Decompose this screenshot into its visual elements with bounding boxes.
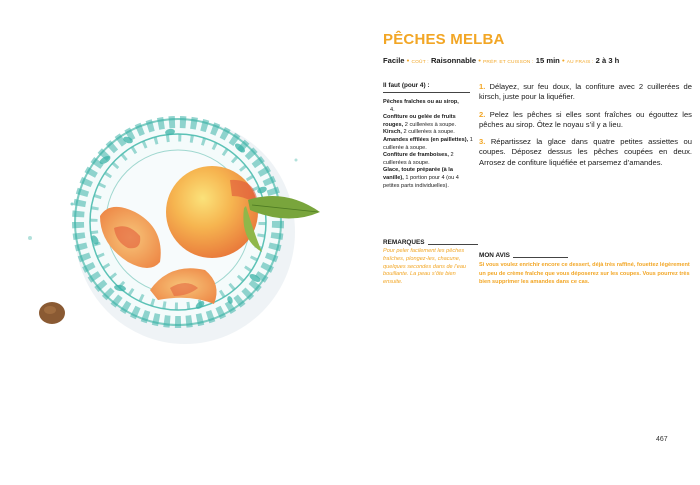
- heading-rule: [428, 244, 478, 245]
- ingredient-item: Confiture ou gelée de fruits rouges, 2 cuillerées à soupe.: [383, 114, 457, 128]
- steps-list: [479, 82, 692, 175]
- fridge-label: AU FRAIS :: [566, 60, 594, 65]
- step-item: 2. Pelez les pêches si elles sont fraîches ou égouttez les pêches au sirop. Ôtez le noyau s’il y a lieu.: [479, 109, 692, 129]
- ingredient-item: Amandes effilées (en paillettes), 1 cuillerée à soupe.: [383, 136, 473, 151]
- recipe-title: PÊCHES MELBA: [383, 31, 505, 48]
- step-item: 1. Délayez, sur feu doux, la confiture avec 2 cuillerées de kirsch, juste pour la liquéfier.: [479, 82, 692, 102]
- step-item: 3. Répartissez la glace dans quatre petites assiettes ou coupes. Déposez dessus les pêches coupées en deux. Arrosez de confiture liquéfiée et parsemez d’amandes.: [479, 137, 692, 167]
- page-number: 467: [656, 436, 668, 443]
- prep-label: PRÉP. ET CUISSON :: [483, 60, 534, 65]
- avis-heading: MON AVIS: [479, 252, 568, 259]
- heading-rule: [513, 257, 568, 258]
- cost-value: Raisonnable: [430, 56, 477, 65]
- difficulty-value: Facile: [383, 56, 405, 65]
- ingredient-item: Kirsch, 2 cuillerées à soupe.: [383, 129, 455, 136]
- recipe-meta: Facile • COÛT : Raisonnable • PRÉP. ET CUISSON : 15 min • AU FRAIS : 2 à 3 h: [383, 56, 620, 65]
- fridge-value: 2 à 3 h: [595, 56, 620, 65]
- remarques-heading: REMARQUES: [383, 239, 478, 246]
- avis-text: Si vous voulez enrichir encore ce dessert, déjà très raffiné, fouettez légèrement un peu de crème fraîche que vous déposerez sur les coupes. Vous pourrez très bien supprimer les amandes dans ce cas.: [479, 262, 690, 286]
- ingredients-list: [383, 99, 473, 190]
- prep-value: 15 min: [535, 56, 560, 65]
- cost-label: COÛT :: [411, 60, 429, 65]
- remarques-text: Pour peler facilement les pêches fraîches, plongez-les, chacune, quelques secondes dans de l’eau bouillante. La peau s’ôte bien ensuite.: [383, 248, 467, 286]
- ingredients-heading: Il faut (pour 4) :: [383, 82, 470, 93]
- ingredient-item: Glace, toute préparée (à la vanille), 1 portion pour 4 (ou 4 petites parts individuelles).: [383, 167, 459, 189]
- ingredient-item: Confiture de framboises, 2 cuillerées à soupe.: [383, 152, 454, 166]
- ingredient-item: Pêches fraîches ou au sirop, 4.: [383, 99, 459, 113]
